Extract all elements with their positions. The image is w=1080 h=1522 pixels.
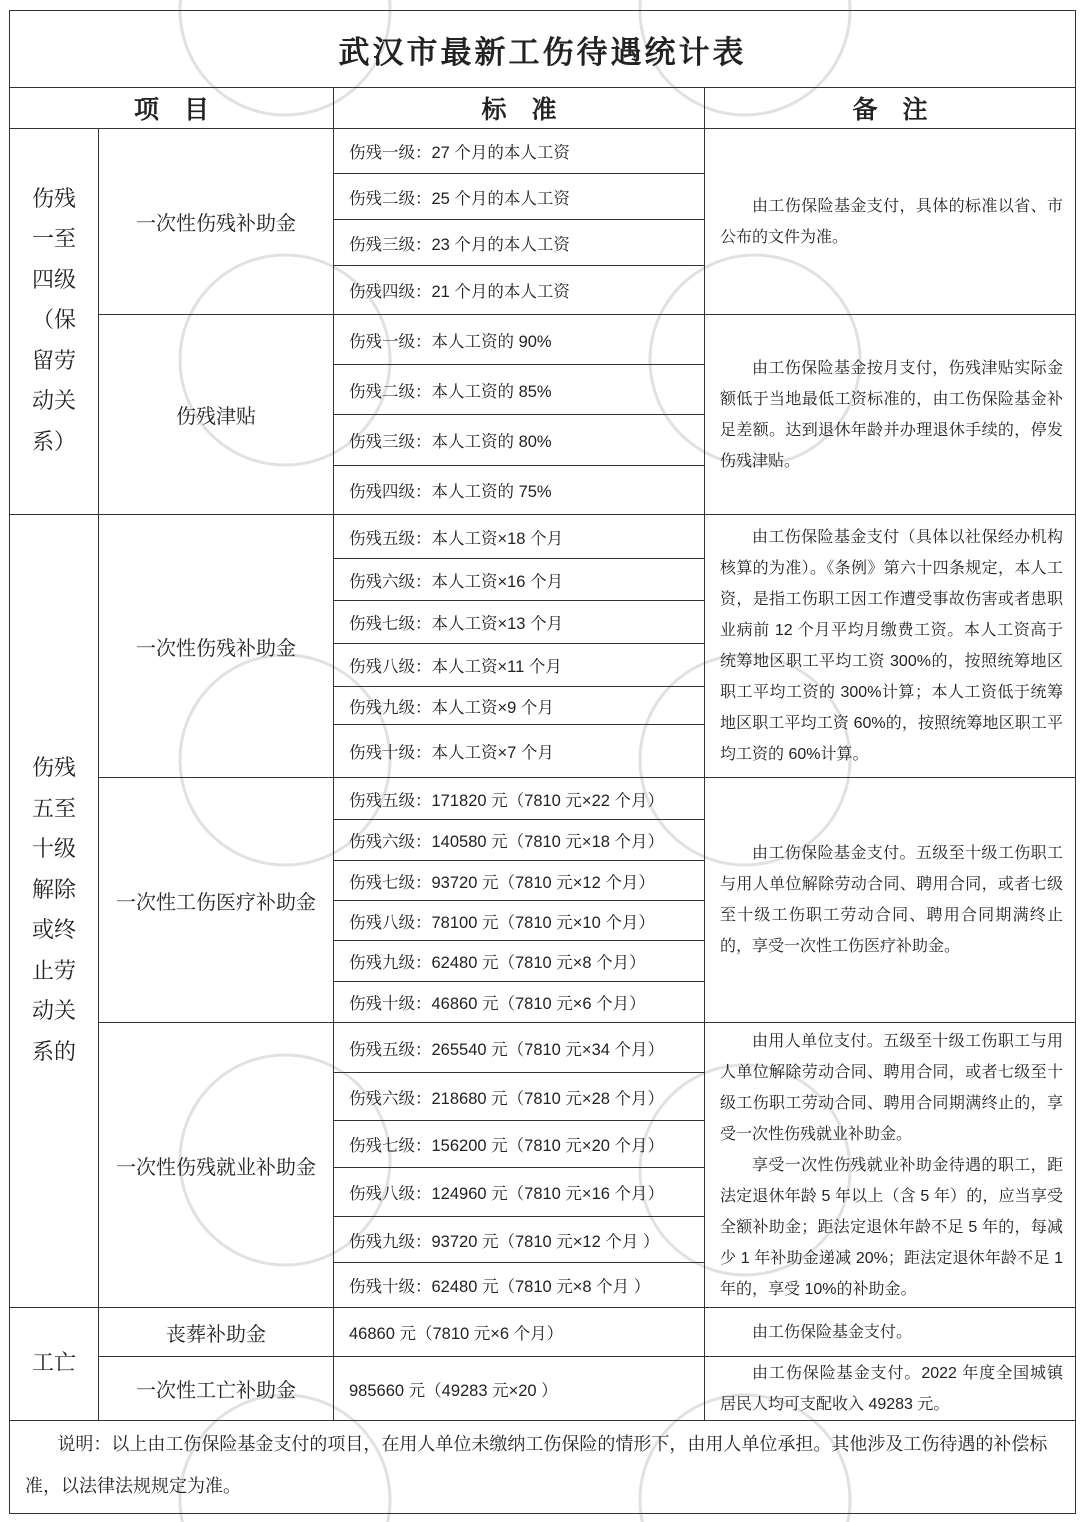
standard-cell: 伤残五级：171820 元（7810 元×22 个月） (334, 778, 705, 820)
standard-cell: 伤残九级：93720 元（7810 元×12 个月 ） (334, 1217, 705, 1263)
footnote-row (10, 1421, 1076, 1514)
table-row (10, 1308, 1076, 1357)
standard-cell: 伤残三级：本人工资的 80% (334, 415, 705, 466)
remark-text: 由工伤保险基金按月支付，伤残津贴实际金额低于当地最低工资标准的，由工伤保险基金补足差额。达到退休年龄并办理退休手续的，停发伤残津贴。 (720, 359, 1063, 470)
benefit-item: 一次性工伤医疗补助金 (99, 778, 334, 1023)
remark-cell (705, 129, 1076, 315)
benefit-item: 一次性伤残就业补助金 (99, 1023, 334, 1308)
standard-cell: 伤残十级：46860 元（7810 元×6 个月） (334, 982, 705, 1023)
standard-cell: 伤残一级：27 个月的本人工资 (334, 129, 705, 174)
remark-cell (705, 515, 1076, 778)
remark-text: 由工伤保险基金支付，具体的标准以省、市公布的文件为准。 (720, 197, 1063, 246)
header-remarks: 备 注 (705, 88, 1076, 129)
header-standard: 标 准 (334, 88, 705, 129)
standard-cell: 伤残六级：140580 元（7810 元×18 个月） (334, 820, 705, 861)
table-row (10, 1023, 1076, 1073)
standard-cell: 伤残六级：本人工资×16 个月 (334, 559, 705, 601)
remark-text: 由工伤保险基金支付（具体以社保经办机构核算的为准）。《条例》第六十四条规定，本人工资，是指工伤职工因工作遭受事故伤害或者患职业病前 12 个月平均月缴费工资。本人工资高于统筹地区职工平均工资 300%的，按照统筹地区职工平均工资的 300%计算；本人工资低于统筹地区职工平均工资 60%的，按照统筹地区职工平均工资的 60%计算。 (720, 529, 1063, 763)
benefit-item: 一次性伤残补助金 (99, 129, 334, 315)
benefit-item: 丧葬补助金 (99, 1308, 334, 1357)
category-label: 伤残一至四级（保留劳动关系） (31, 186, 76, 455)
table-row (10, 315, 1076, 365)
table-row (10, 515, 1076, 559)
standard-cell: 伤残七级：93720 元（7810 元×12 个月） (334, 861, 705, 901)
remark-text: 由工伤保险基金支付。 (752, 1323, 913, 1341)
benefit-item: 伤残津贴 (99, 315, 334, 515)
category-label: 伤残五至十级解除或终止劳动关系的 (31, 756, 76, 1065)
standard-cell: 伤残八级：本人工资×11 个月 (334, 644, 705, 687)
benefit-item: 一次性工亡补助金 (99, 1357, 334, 1421)
standard-cell: 伤残六级：218680 元（7810 元×28 个月） (334, 1073, 705, 1121)
standard-cell: 伤残七级：本人工资×13 个月 (334, 601, 705, 644)
standard-cell: 伤残八级：124960 元（7810 元×16 个月） (334, 1168, 705, 1217)
standard-cell: 伤残四级：本人工资的 75% (334, 466, 705, 515)
standard-cell: 伤残五级：265540 元（7810 元×34 个月） (334, 1023, 705, 1073)
category-cell (10, 129, 99, 515)
standard-cell: 伤残五级：本人工资×18 个月 (334, 515, 705, 559)
remark-cell (705, 1308, 1076, 1357)
table-row (10, 129, 1076, 174)
standard-cell: 46860 元（7810 元×6 个月） (334, 1308, 705, 1357)
table-row (10, 1357, 1076, 1421)
remark-cell (705, 778, 1076, 1023)
page-title: 武汉市最新工伤待遇统计表 (10, 11, 1076, 88)
standard-cell: 伤残七级：156200 元（7810 元×20 个月） (334, 1121, 705, 1168)
standard-cell: 伤残八级：78100 元（7810 元×10 个月） (334, 901, 705, 941)
remark-text: 由用人单位支付。五级至十级工伤职工与用人单位解除劳动合同、聘用合同，或者七级至十级工伤职工劳动合同、聘用合同期满终止的，享受一次性伤残就业补助金。 (720, 1032, 1063, 1143)
remark-text: 由工伤保险基金支付。五级至十级工伤职工与用人单位解除劳动合同、聘用合同，或者七级至十级工伤职工劳动合同、聘用合同期满终止的，享受一次性工伤医疗补助金。 (720, 845, 1063, 955)
remark-text: 享受一次性伤残就业补助金待遇的职工，距法定退休年龄 5 年以上（含 5 年）的，应当享受全额补助金；距法定退休年龄不足 5 年的，每减少 1 年补助金递减 20%；距法定退休年龄不足 1 年的，享受 10%的补助金。 (720, 1156, 1063, 1298)
standard-cell: 伤残二级：本人工资的 85% (334, 365, 705, 415)
standard-cell: 伤残九级：62480 元（7810 元×8 个月） (334, 941, 705, 982)
table-row (10, 778, 1076, 820)
category-label: 工亡 (31, 1350, 76, 1376)
remark-cell (705, 315, 1076, 515)
standard-cell: 伤残二级：25 个月的本人工资 (334, 174, 705, 220)
category-cell (10, 515, 99, 1308)
standard-cell: 985660 元（49283 元×20 ） (334, 1357, 705, 1421)
standard-cell: 伤残十级：本人工资×7 个月 (334, 725, 705, 778)
standard-cell: 伤残十级：62480 元（7810 元×8 个月 ） (334, 1263, 705, 1308)
footnote: 说明：以上由工伤保险基金支付的项目，在用人单位未缴纳工伤保险的情形下，由用人单位承担。其他涉及工伤待遇的补偿标准，以法律法规规定为准。 (10, 1421, 1076, 1514)
standard-cell: 伤残一级：本人工资的 90% (334, 315, 705, 365)
standard-cell: 伤残三级：23 个月的本人工资 (334, 220, 705, 266)
remark-text: 由工伤保险基金支付。2022 年度全国城镇居民人均可支配收入 49283 元。 (720, 1364, 1063, 1413)
injury-benefit-table (9, 10, 1076, 1514)
benefit-item: 一次性伤残补助金 (99, 515, 334, 778)
remark-cell (705, 1023, 1076, 1308)
remark-cell (705, 1357, 1076, 1421)
category-cell (10, 1308, 99, 1421)
standard-cell: 伤残四级：21 个月的本人工资 (334, 266, 705, 315)
standard-cell: 伤残九级：本人工资×9 个月 (334, 687, 705, 725)
header-item: 项 目 (10, 88, 334, 129)
